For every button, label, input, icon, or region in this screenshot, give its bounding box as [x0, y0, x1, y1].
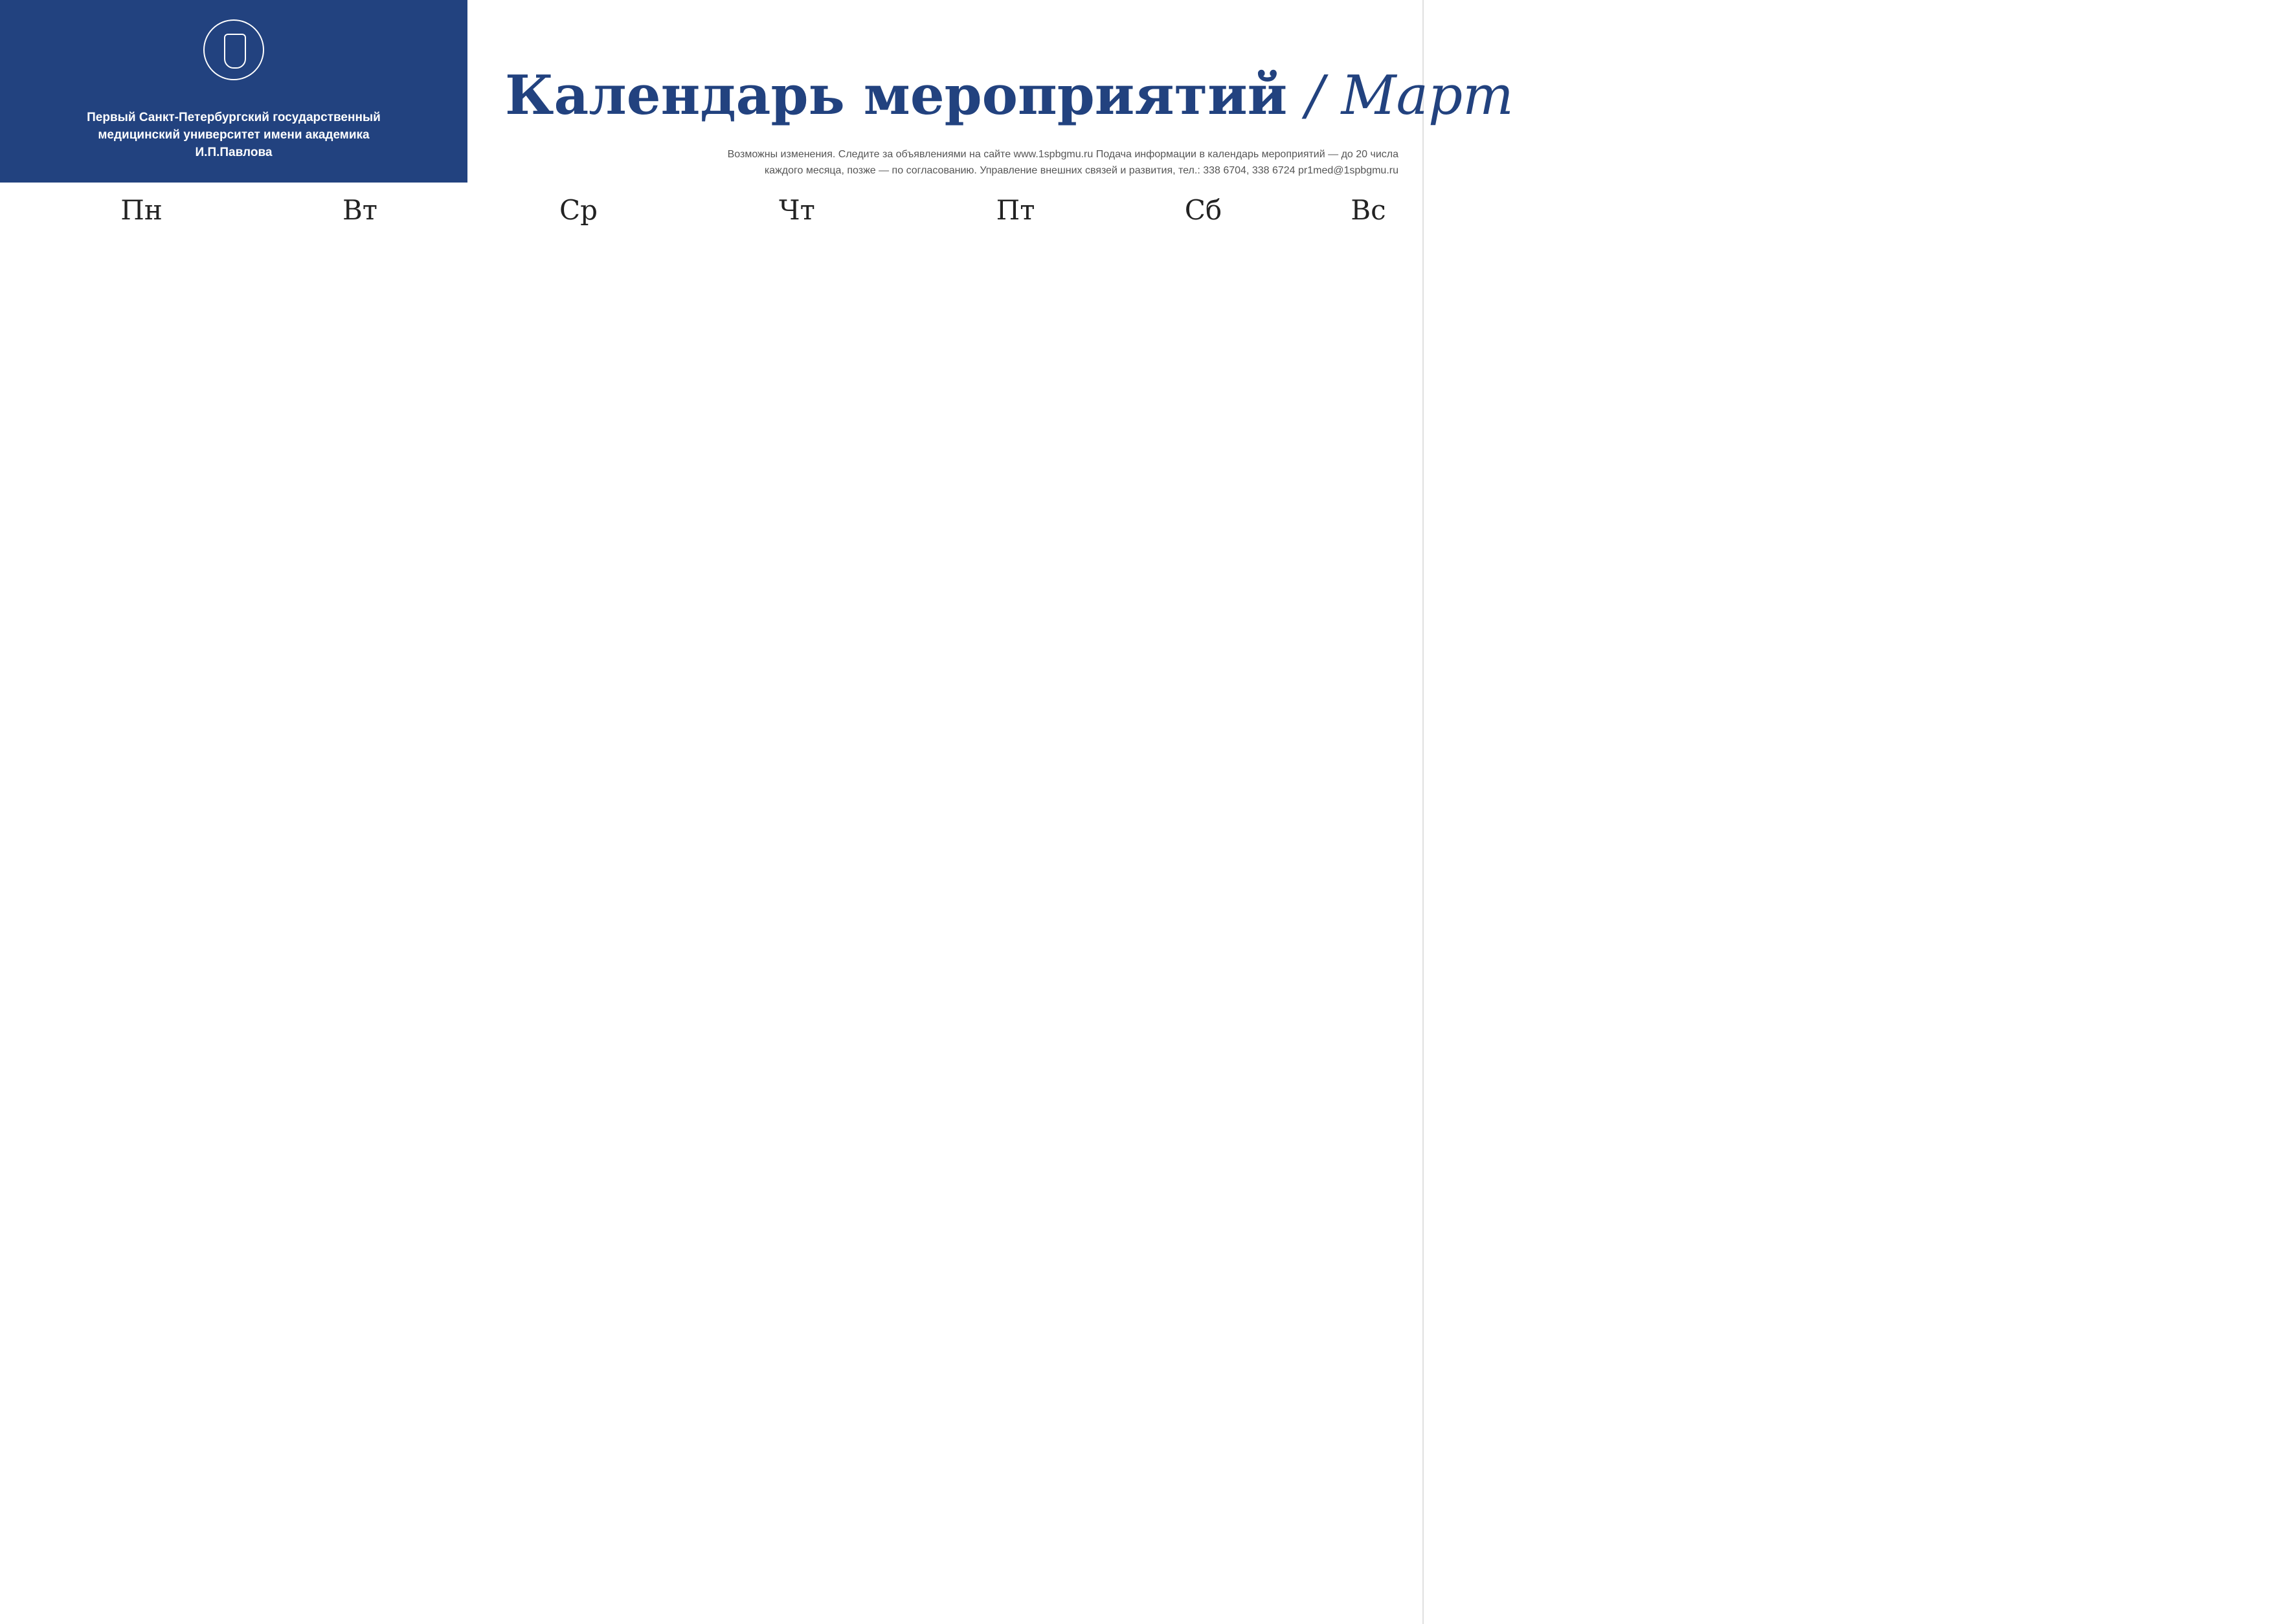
- weekday-label: Вт: [342, 194, 378, 226]
- weekday-label: Пт: [996, 194, 1035, 226]
- weekday-label: Пн: [120, 194, 163, 226]
- biographies: [1429, 35, 2264, 449]
- university-logo-block: [0, 0, 467, 183]
- weekday-label: Ср: [559, 194, 598, 226]
- weekday-label: Вс: [1351, 194, 1386, 226]
- notice-text: Возможны изменения. Следите за объявлениями на сайте www.1spbgmu.ru Подача информации в календарь мероприятий — до 20 числа каждого месяца, позже — по согласованию. Управление внешних связей и развития, тел.: 338 6704, 338 6724 pr1med@1spbgmu.ru: [727, 149, 1398, 176]
- weekday-label: Чт: [779, 194, 815, 226]
- university-emblem-icon: [203, 19, 264, 80]
- title-month: / Март: [1306, 64, 1514, 127]
- weekday-header: [32, 194, 1422, 238]
- weekday-label: Сб: [1184, 194, 1222, 226]
- portraits-bottom: [1463, 1440, 2085, 1621]
- university-name: Первый Санкт-Петербургский государственный медицинский университет имени академика И.П.Павлова: [87, 111, 381, 159]
- portraits-top: [45, 342, 628, 478]
- title-main: Календарь мероприятий: [505, 63, 1288, 127]
- page-title: [505, 63, 1514, 127]
